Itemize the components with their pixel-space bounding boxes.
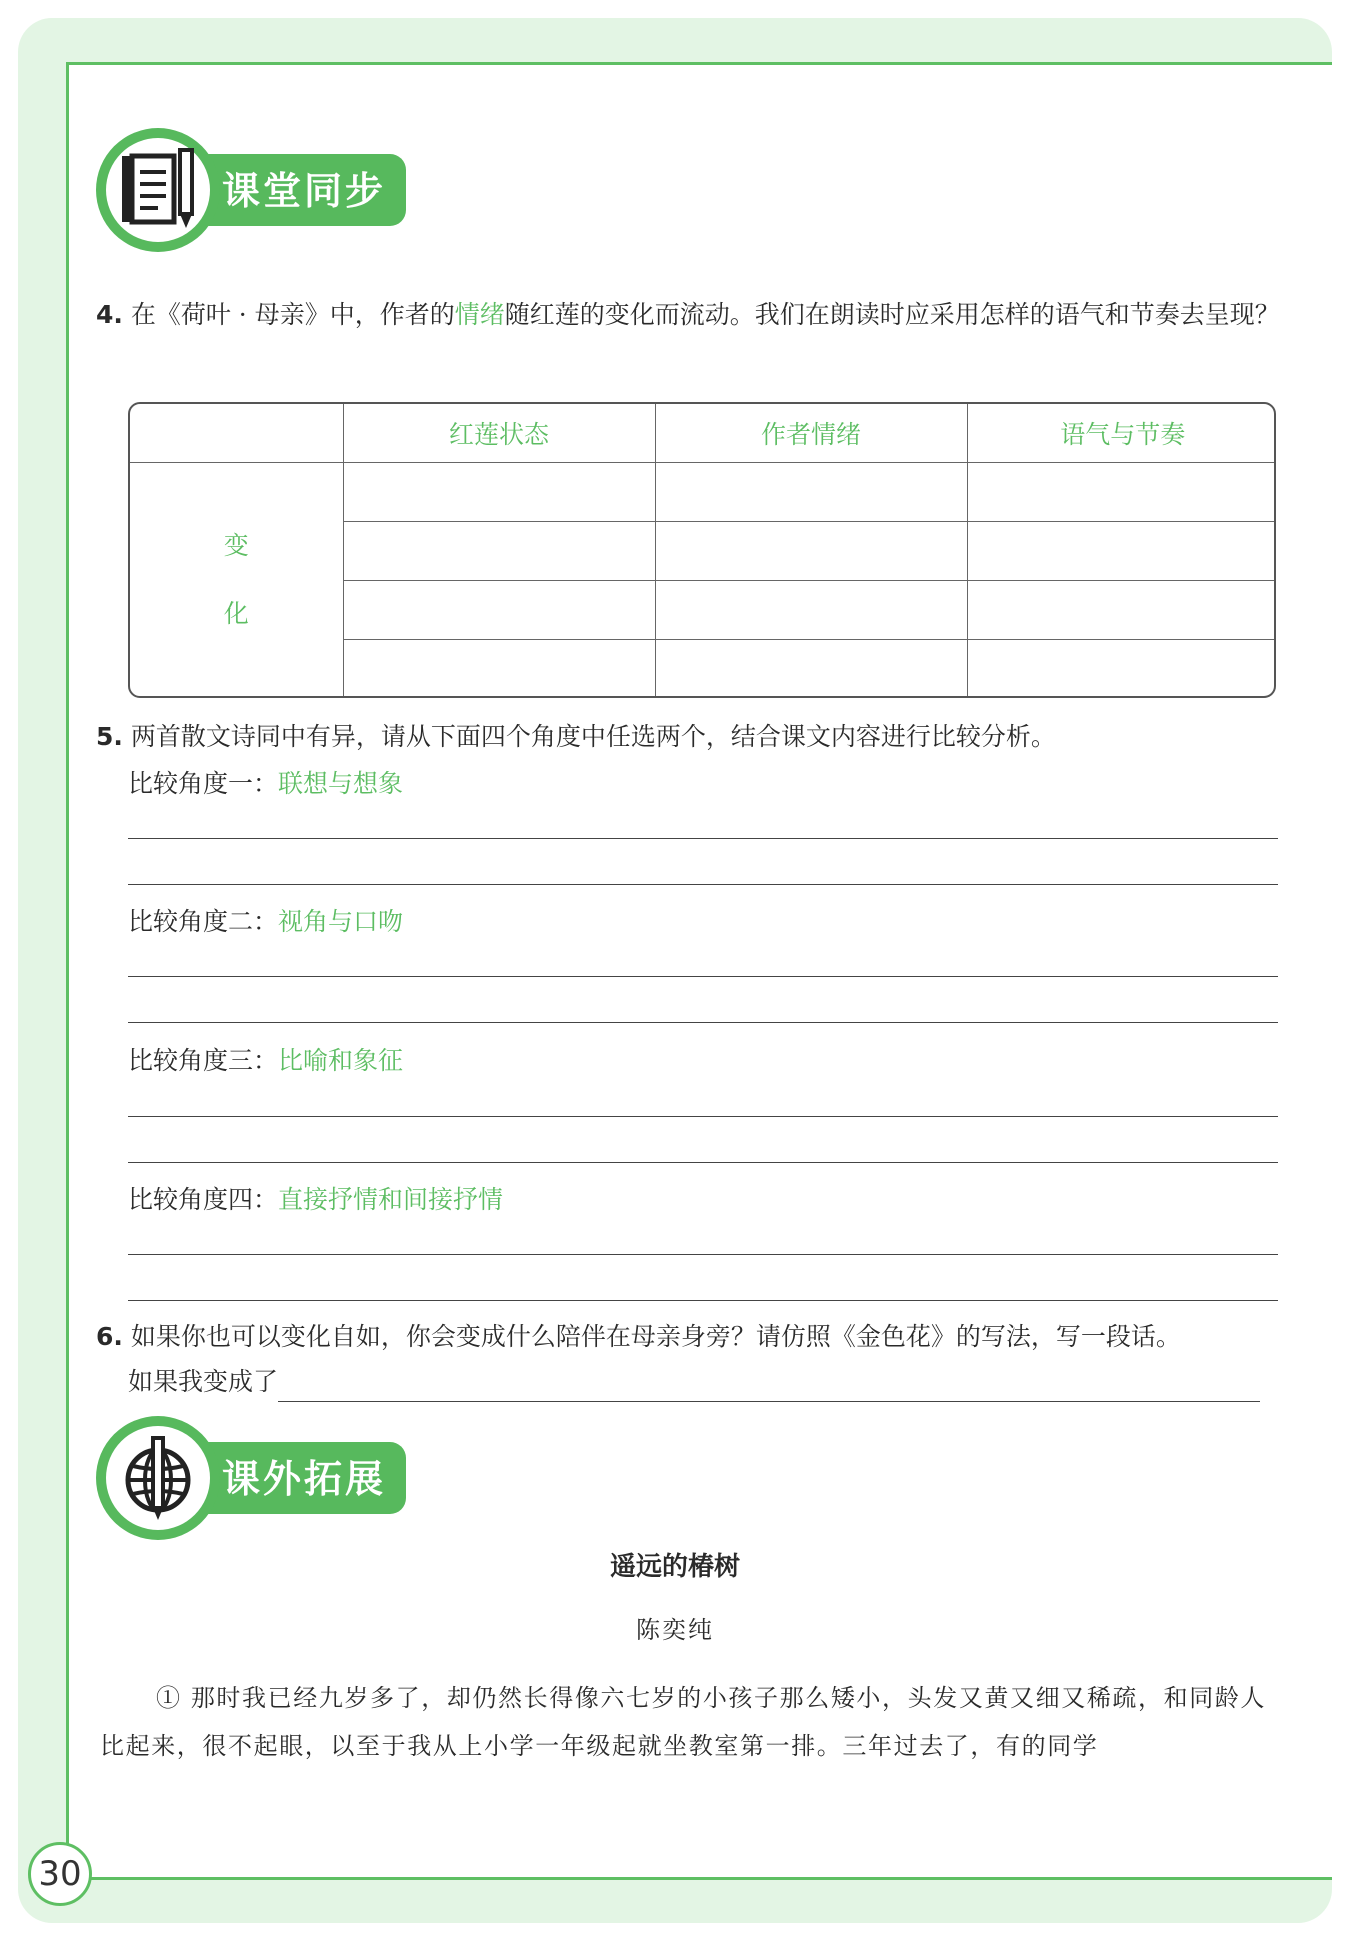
article-paragraph: ① 那时我已经九岁多了，却仍然长得像六七岁的小孩子那么矮小，头发又黄又细又稀疏，和同龄人比起来，很不起眼，以至于我从上小学一年级起就坐教室第一排。三年过去了，有的同学 [100, 1684, 1267, 1760]
question-5 [96, 714, 1286, 760]
answer-line[interactable] [128, 1300, 1278, 1301]
compare-angle-4: 比较角度四：直接抒情和间接抒情 [128, 1185, 504, 1214]
question-number: 4. [96, 300, 123, 329]
table-cell[interactable] [655, 521, 967, 580]
q6-answer-line[interactable] [278, 1371, 1260, 1402]
table-cell[interactable] [343, 580, 655, 639]
table-cell[interactable] [967, 639, 1276, 698]
article-author: 陈奕纯 [636, 1616, 714, 1644]
table-cell[interactable] [343, 521, 655, 580]
table-cell[interactable] [655, 462, 967, 521]
answer-line[interactable] [128, 1022, 1278, 1023]
compare-angle-3: 比较角度三：比喻和象征 [128, 1046, 404, 1075]
article-title: 遥远的椿树 [609, 1552, 740, 1582]
compare-angle-2: 比较角度二：视角与口吻 [128, 907, 404, 936]
question-6 [96, 1314, 1286, 1360]
table-corner-cell [130, 404, 343, 462]
question-4 [96, 292, 1286, 338]
question-highlight: 情绪 [454, 300, 505, 329]
question-number: 5. [96, 722, 123, 751]
table-header: 红莲状态 [343, 404, 655, 462]
globe-pen-icon [118, 1436, 198, 1522]
question-text: 如果你也可以变化自如，你会变成什么陪伴在母亲身旁？请仿照《金色花》的写法，写一段话。 [130, 1322, 1181, 1351]
table-cell[interactable] [967, 580, 1276, 639]
answer-line[interactable] [128, 976, 1278, 977]
banner-circle [96, 1416, 220, 1540]
q6-answer-prompt: 如果我变成了 [128, 1362, 1260, 1402]
answer-line[interactable] [128, 1162, 1278, 1163]
question-text: 两首散文诗同中有异，请从下面四个角度中任选两个，结合课文内容进行比较分析。 [130, 722, 1056, 751]
table-cell[interactable] [343, 639, 655, 698]
table-header: 作者情绪 [655, 404, 967, 462]
section-banner-classroom [96, 128, 416, 252]
question-text: 在《荷叶 · 母亲》中，作者的 [130, 300, 455, 329]
table-cell[interactable] [967, 462, 1276, 521]
answer-line[interactable] [128, 884, 1278, 885]
section-title: 课外拓展 [222, 1457, 387, 1501]
banner-circle [96, 128, 220, 252]
table-header: 语气与节奏 [967, 404, 1276, 462]
section-title: 课堂同步 [222, 169, 387, 213]
notebook-pencil-icon [118, 148, 198, 232]
section-banner-extension [96, 1416, 416, 1540]
table-row-label: 变 化 [130, 462, 343, 698]
table-cell[interactable] [655, 580, 967, 639]
answer-line[interactable] [128, 838, 1278, 839]
question-number: 6. [96, 1322, 123, 1351]
answer-table [128, 402, 1276, 698]
table-cell[interactable] [343, 462, 655, 521]
table-cell[interactable] [967, 521, 1276, 580]
page-number: 30 [28, 1842, 92, 1906]
answer-line[interactable] [128, 1254, 1278, 1255]
compare-angle-1: 比较角度一：联想与想象 [128, 769, 404, 798]
question-text: 随红莲的变化而流动。我们在朗读时应采用怎样的语气和节奏去呈现？ [504, 300, 1280, 329]
answer-line[interactable] [128, 1116, 1278, 1117]
table-cell[interactable] [655, 639, 967, 698]
